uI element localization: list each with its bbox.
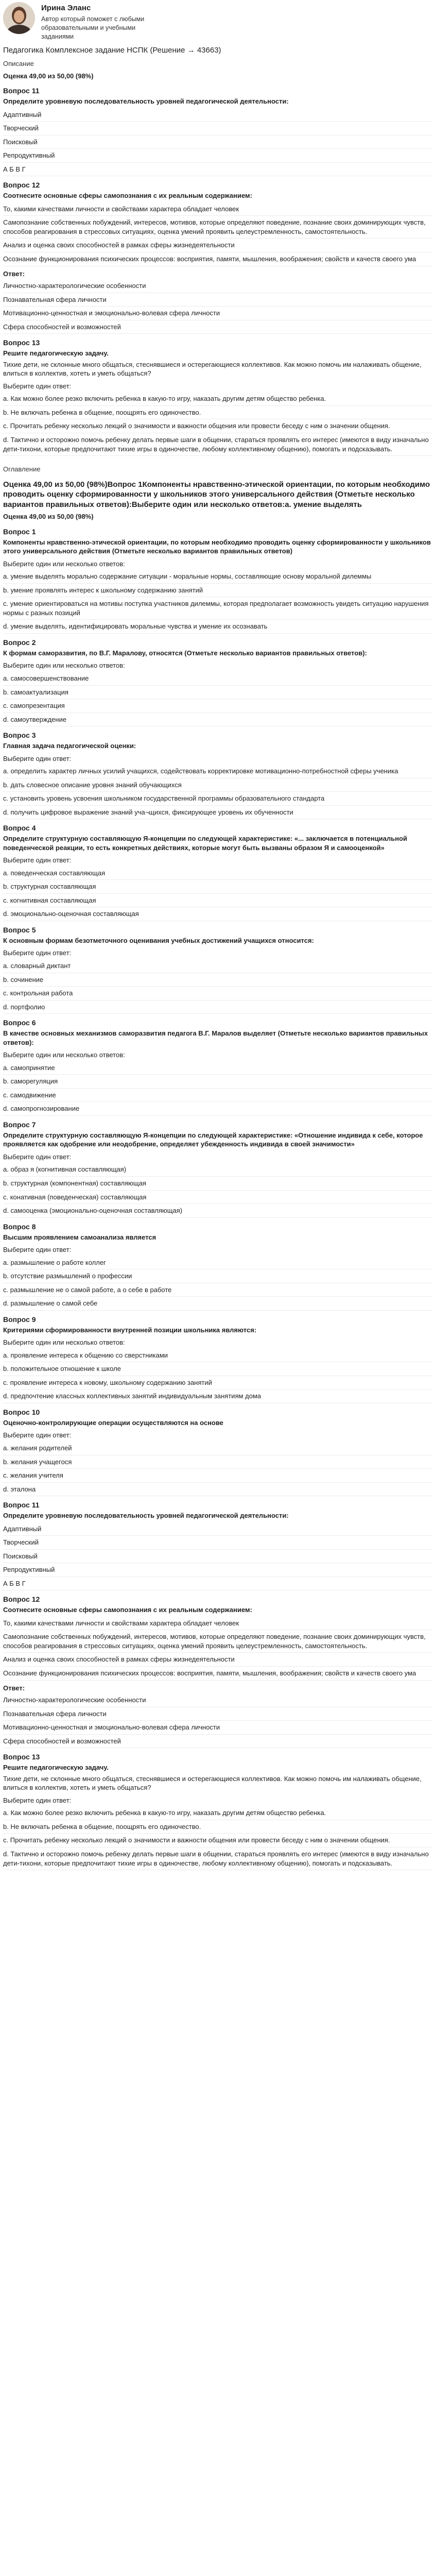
answer-option[interactable]: b. самоактуализация bbox=[3, 688, 68, 696]
question-block bbox=[3, 180, 433, 334]
question-number: Вопрос 1 bbox=[3, 527, 36, 536]
question-prompt: К формам саморазвития, по В.Г. Маралову, относятся (Отметьте несколько вариантов правильных ответов): bbox=[3, 649, 367, 657]
choose-instruction: Выберите один или несколько ответов: bbox=[3, 662, 125, 670]
question-number: Вопрос 13 bbox=[3, 1753, 40, 1761]
question-block bbox=[3, 1222, 433, 1311]
question-number: Вопрос 8 bbox=[3, 1222, 36, 1231]
answer-option[interactable]: c. желания учителя bbox=[3, 1471, 63, 1480]
choose-instruction: Выберите один ответ: bbox=[3, 1153, 72, 1161]
question-prompt: Высшим проявлением самоанализа является bbox=[3, 1233, 156, 1241]
answer-option[interactable]: d. предпочтение классных коллективных занятий индивидуальным занятиям дома bbox=[3, 1392, 261, 1400]
answer-option[interactable]: b. структурная составляющая bbox=[3, 883, 96, 891]
answer-option[interactable]: b. положительное отношение к школе bbox=[3, 1365, 121, 1373]
avatar-portrait-icon bbox=[3, 2, 35, 34]
question-text: Тихие дети, не склонные много общаться, стеснявшиеся и остерегающиеся коллективов. Как можно помочь им налаживать общение, влиться в коллектив, хотеть и уметь общаться? bbox=[3, 1774, 422, 1792]
answer-option[interactable]: а. самосовершенствование bbox=[3, 674, 89, 682]
question-block bbox=[3, 1120, 433, 1218]
author-name[interactable]: Ирина Эланс bbox=[41, 4, 91, 12]
question-number: Вопрос 3 bbox=[3, 731, 36, 740]
answer-option[interactable]: Осознание функционирования психических процессов: восприятия, памяти, мышления, воображения; свойств и качеств своего ума bbox=[3, 1669, 416, 1677]
question-number: Вопрос 12 bbox=[3, 181, 40, 190]
matched-answer: Познавательная сфера личности bbox=[3, 295, 107, 303]
answer-option[interactable]: c. умение ориентироваться на мотивы поступка участников дилеммы, которая предполагает возможность увидеть ситуацию нарушения нормы с разных позиций bbox=[3, 600, 429, 617]
choose-instruction: Выберите один ответ: bbox=[3, 382, 72, 390]
option-divider bbox=[3, 333, 433, 334]
avatar[interactable] bbox=[3, 2, 35, 34]
answer-option[interactable]: b. умение проявлять интерес к школьному содержанию занятий bbox=[3, 586, 203, 594]
answer-option[interactable]: а. желания родителей bbox=[3, 1444, 72, 1452]
description-label: Описание bbox=[3, 60, 34, 68]
answer-option[interactable]: d. портфолио bbox=[3, 1003, 45, 1011]
matched-answer: Личностно-характерологические особенности bbox=[3, 1696, 146, 1704]
question-prompt: Соотнесите основные сферы самопознания с их реальным содержанием: bbox=[3, 1606, 252, 1614]
summary-heading: Оценка 49,00 из 50,00 (98%)Вопрос 1Компоненты нравственно-этической ориентации, по которым необходимо проводить оценку сформированности у школьников этого универсального действия (Отметьте несколько вариантов правильных ответов):Выберите один или несколько ответов:а. умение выделять bbox=[3, 480, 430, 509]
question-number: Вопрос 4 bbox=[3, 824, 36, 833]
question-block bbox=[3, 1018, 433, 1116]
question-number: Вопрос 9 bbox=[3, 1315, 36, 1324]
question-prompt: Соотнесите основные сферы самопознания с их реальным содержанием: bbox=[3, 192, 252, 200]
answer-option[interactable]: b. желания учащегося bbox=[3, 1458, 72, 1466]
question-prompt: Решите педагогическую задачу. bbox=[3, 1764, 109, 1772]
question-block bbox=[3, 1500, 433, 1590]
answer-option[interactable]: а. умение выделять морально содержание ситуации - моральные нормы, составляющие основу моральной дилеммы bbox=[3, 572, 372, 581]
answer-option[interactable]: Творческий bbox=[3, 1538, 39, 1547]
answer-option[interactable]: Творческий bbox=[3, 124, 39, 132]
answer-option[interactable]: Анализ и оценка своих способностей в рамках сферы жизнедеятельности bbox=[3, 1655, 235, 1664]
answer-option[interactable]: а. самопринятие bbox=[3, 1063, 55, 1072]
choose-instruction: Выберите один или несколько ответов: bbox=[3, 560, 125, 568]
question-text: Тихие дети, не склонные много общаться, стеснявшиеся и остерегающиеся коллективов. Как можно помочь им налаживать общение, влиться в коллектив, хотеть и уметь общаться? bbox=[3, 360, 422, 378]
question-number: Вопрос 6 bbox=[3, 1019, 36, 1027]
answer-option[interactable]: c. размышление не о самой работе, а о себе в работе bbox=[3, 1285, 172, 1294]
question-number: Вопрос 5 bbox=[3, 926, 36, 935]
answer-option[interactable]: Осознание функционирования психических процессов: восприятия, памяти, мышления, воображения; свойств и качеств своего ума bbox=[3, 255, 416, 263]
question-prompt: Главная задача педагогической оценки: bbox=[3, 742, 136, 750]
answer-option[interactable]: То, какими качествами личности и свойствами характера обладает человек bbox=[3, 1619, 239, 1627]
answer-option[interactable]: То, какими качествами личности и свойствами характера обладает человек bbox=[3, 205, 239, 213]
answer-option[interactable]: Репродуктивный bbox=[3, 151, 55, 160]
question-list-part2 bbox=[3, 527, 433, 1870]
answer-option[interactable]: b. саморегуляция bbox=[3, 1077, 58, 1086]
answer-option[interactable]: c. Прочитать ребенку несколько лекций о значимости и важности общения или провести беседу с ним о значении общения. bbox=[3, 1836, 390, 1844]
answer-option[interactable]: b. структурная (компонентная) составляющая bbox=[3, 1179, 146, 1187]
question-number: Вопрос 11 bbox=[3, 1501, 40, 1510]
question-block bbox=[3, 823, 433, 921]
option-divider bbox=[3, 1115, 433, 1116]
score-line-2: Оценка 49,00 из 50,00 (98%) bbox=[3, 513, 94, 521]
page-title: Педагогика Комплексное задание НСПК (Решение → 43663) bbox=[3, 45, 221, 55]
answer-option[interactable]: а. словарный диктант bbox=[3, 962, 71, 970]
option-divider bbox=[3, 633, 433, 634]
answer-option[interactable]: d. получить цифровое выражение знаний уча¬щихся, фиксирующее уровень их обученности bbox=[3, 808, 293, 816]
answer-option[interactable]: Поисковый bbox=[3, 1552, 38, 1560]
answer-option[interactable]: Анализ и оценка своих способностей в рамках сферы жизнедеятельности bbox=[3, 241, 235, 249]
matched-answer: Сфера способностей и возможностей bbox=[3, 323, 121, 331]
author-block bbox=[3, 0, 433, 44]
question-list-part1 bbox=[3, 86, 433, 456]
question-number: Вопрос 11 bbox=[3, 87, 40, 95]
answer-option[interactable]: d. самоутверждение bbox=[3, 715, 67, 723]
answer-option[interactable]: d. Тактично и осторожно помочь ребенку делать первые шаги в общении, стараться проявлять его интерес (имеются в виду изначально дети-тихони, которые предпочитают тихие игры в одиночестве, любому коллективному общению), помогать и подсказывать. bbox=[3, 436, 429, 453]
answer-option[interactable]: b. дать словесное описание уровня знаний обучающихся bbox=[3, 781, 182, 789]
choose-instruction: Выберите один ответ: bbox=[3, 856, 72, 865]
option-divider bbox=[3, 1680, 433, 1681]
answer-option[interactable]: а. Как можно более резко включить ребенка в какую-то игру, наказать другим детям общество ребенка. bbox=[3, 1809, 326, 1817]
question-block bbox=[3, 1752, 433, 1870]
option-divider bbox=[3, 1217, 433, 1218]
answer-option[interactable]: Самопознание собственных побуждений, интересов, мотивов, которые определяют поведение, познание своих доминирующих чувств, способов реагирования в стрессовых ситуациях, оценка умений проявить целеустремленность, самостоятельность. bbox=[3, 218, 426, 235]
question-prompt: Компоненты нравственно-этической ориентации, по которым необходимо проводить оценку сформированности у школьников этого универсального действия (Отметьте несколько вариантов правильных ответов) bbox=[3, 538, 431, 555]
answer-option[interactable]: b. отсутствие размышлений о профессии bbox=[3, 1272, 132, 1280]
author-info bbox=[41, 2, 160, 41]
matched-answer: Мотивационно-ценностная и эмоционально-волевая сфера личности bbox=[3, 309, 220, 317]
question-block bbox=[3, 1408, 433, 1496]
answer-option[interactable]: c. конативная (поведенческая) составляющая bbox=[3, 1193, 147, 1201]
answer-option[interactable]: b. Не включать ребенка в общение, поощрять его одиночество. bbox=[3, 408, 201, 416]
answer-option[interactable]: d. эмоционально-оценочная составляющая bbox=[3, 910, 139, 918]
answer-option[interactable]: Поисковый bbox=[3, 138, 38, 146]
question-prompt: Определите уровневую последовательность уровней педагогической деятельности: bbox=[3, 1512, 289, 1520]
question-prompt: Критериями сформированности внутренней позиции школьника являются: bbox=[3, 1326, 257, 1334]
answer-option[interactable]: c. самопрезентация bbox=[3, 702, 65, 710]
question-prompt: Определите структурную составляющую Я-концепции по следующей характеристике: «... заключается в потенциальной поведенческой реакции, то есть конкретных действиях, которые могут быть вызваны образом Я и самооценкой» bbox=[3, 835, 408, 852]
answer-option[interactable]: а. проявление интереса к общению со сверстниками bbox=[3, 1351, 168, 1359]
author-description: Автор который поможет с любыми образовательными и учебными заданиями bbox=[41, 15, 145, 40]
answer-option[interactable]: d. самопрогнозирование bbox=[3, 1105, 80, 1113]
answer-option[interactable]: Репродуктивный bbox=[3, 1566, 55, 1574]
answer-option[interactable]: Адаптивный bbox=[3, 110, 42, 118]
question-prompt: Оценочно-контролирующие операции осуществляются на основе bbox=[3, 1418, 223, 1427]
option-divider bbox=[3, 1310, 433, 1311]
question-block bbox=[3, 1595, 433, 1748]
matched-answer: Сфера способностей и возможностей bbox=[3, 1737, 121, 1745]
answer-option[interactable]: c. контрольная работа bbox=[3, 989, 73, 997]
answer-option[interactable]: а. определить характер личных усилий учащихся, содействовать корректировке мотивационно-потребностной сферы ученика bbox=[3, 767, 398, 775]
answer-option[interactable]: а. поведенческая составляющая bbox=[3, 869, 106, 877]
answer-option[interactable]: c. самодвижение bbox=[3, 1091, 56, 1099]
answer-option[interactable]: d. самооценка (эмоционально-оценочная составляющая) bbox=[3, 1207, 183, 1215]
question-prompt: К основным формам безотметочного оценивания учебных достижений учащихся относится: bbox=[3, 936, 314, 944]
question-block bbox=[3, 638, 433, 726]
choose-instruction: Выберите один ответ: bbox=[3, 949, 72, 957]
answer-option[interactable]: c. проявление интереса к новому, школьному содержанию занятий bbox=[3, 1378, 212, 1386]
answer-option[interactable]: b. сочинение bbox=[3, 975, 44, 984]
question-block bbox=[3, 731, 433, 819]
choose-instruction: Выберите один или несколько ответов: bbox=[3, 1338, 125, 1347]
question-number: Вопрос 7 bbox=[3, 1120, 36, 1129]
choose-instruction: Выберите один ответ: bbox=[3, 1796, 72, 1804]
question-prompt: В качестве основных механизмов саморазвития педагога В.Г. Маралов выделяет (Отметьте несколько вариантов правильных ответов): bbox=[3, 1029, 428, 1046]
answer-option[interactable]: d. Тактично и осторожно помочь ребенку делать первые шаги в общении, стараться проявлять его интерес (имеются в виду изначально дети-тихони, которые предпочитают тихие игры в одиночестве, любому коллективному общению), помогать и подсказывать. bbox=[3, 1850, 429, 1867]
answer-option[interactable]: d. умение выделять, идентифицировать моральные чувства и умение их осознавать bbox=[3, 622, 268, 631]
review-label: Оглавление bbox=[3, 465, 41, 473]
answer-option[interactable]: Самопознание собственных побуждений, интересов, мотивов, которые определяют поведение, познание своих доминирующих чувств, способов реагирования в стрессовых ситуациях, оценка умений проявить целеустремленность, самостоятельность. bbox=[3, 1633, 426, 1650]
question-number: Вопрос 2 bbox=[3, 638, 36, 647]
answer-option[interactable]: c. установить уровень усвоения школьником государственной программы образовательного стандарта bbox=[3, 794, 325, 803]
answer-option[interactable]: А Б В Г bbox=[3, 165, 26, 173]
answer-option[interactable]: а. образ я (когнитивная составляющая) bbox=[3, 1165, 127, 1174]
question-block bbox=[3, 925, 433, 1014]
answer-option[interactable]: c. Прочитать ребенку несколько лекций о значимости и важности общения или провести беседу с ним о значении общения. bbox=[3, 422, 390, 430]
answer-option[interactable]: d. размышление о самой себе bbox=[3, 1299, 98, 1308]
question-prompt: Определите структурную составляющую Я-концепции по следующей характеристике: «Отношение индивида к себе, которое проявляется как одобрение или неодобрение, определяет убежденность индивида в своей значимости» bbox=[3, 1131, 423, 1148]
answer-option[interactable]: а. размышление о работе коллег bbox=[3, 1258, 106, 1266]
question-number: Вопрос 10 bbox=[3, 1408, 40, 1416]
answer-option[interactable]: b. Не включать ребенка в общение, поощрять его одиночество. bbox=[3, 1822, 201, 1831]
matched-answer: Личностно-характерологические особенности bbox=[3, 282, 146, 290]
choose-instruction: Выберите один ответ: bbox=[3, 754, 72, 762]
choose-instruction: Выберите один ответ: bbox=[3, 1431, 72, 1439]
answer-option[interactable]: c. когнитивная составляющая bbox=[3, 896, 96, 904]
choose-instruction: Выберите один или несколько ответов: bbox=[3, 1051, 125, 1059]
question-number: Вопрос 13 bbox=[3, 338, 40, 347]
answer-label: Ответ: bbox=[3, 1684, 25, 1692]
matched-answer: Познавательная сфера личности bbox=[3, 1709, 107, 1718]
question-prompt: Решите педагогическую задачу. bbox=[3, 349, 109, 358]
option-divider bbox=[3, 1013, 433, 1014]
matched-answer: Мотивационно-ценностная и эмоционально-волевая сфера личности bbox=[3, 1723, 220, 1732]
answer-option[interactable]: А Б В Г bbox=[3, 1579, 26, 1587]
question-block bbox=[3, 527, 433, 634]
answer-option[interactable]: d. эталона bbox=[3, 1485, 36, 1493]
score-line: Оценка 49,00 из 50,00 (98%) bbox=[3, 72, 94, 80]
question-block bbox=[3, 86, 433, 176]
question-block bbox=[3, 338, 433, 456]
answer-option[interactable]: а. Как можно более резко включить ребенка в какую-то игру, наказать другим детям общество ребенка. bbox=[3, 395, 326, 403]
question-number: Вопрос 12 bbox=[3, 1595, 40, 1604]
choose-instruction: Выберите один ответ: bbox=[3, 1246, 72, 1254]
question-prompt: Определите уровневую последовательность уровней педагогической деятельности: bbox=[3, 97, 289, 106]
question-block bbox=[3, 1315, 433, 1403]
answer-option[interactable]: Адаптивный bbox=[3, 1524, 42, 1533]
answer-label: Ответ: bbox=[3, 269, 25, 278]
